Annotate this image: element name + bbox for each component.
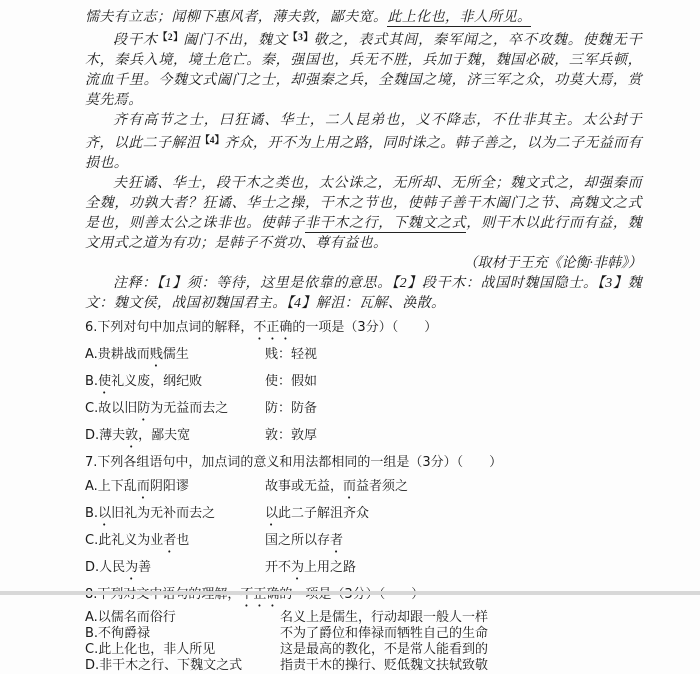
option-text: 故事或无益，	[265, 479, 344, 494]
question-6-option-a	[85, 343, 642, 370]
option-interpretation: 不为了爵位和俸禄而牺牲自己的生命	[280, 626, 489, 641]
emphasized-char: 使	[98, 374, 112, 389]
option-text: 阴阳谬	[149, 479, 189, 494]
reading-passage	[85, 8, 642, 314]
option-phrase: D.非干木之行、下魏文之式	[85, 658, 243, 673]
option-phrase	[85, 556, 265, 583]
option-phrase	[265, 529, 642, 556]
option-text: 为无益而去之	[150, 401, 229, 416]
question-7-option-d	[85, 556, 642, 583]
passage-paragraph-3	[85, 111, 642, 174]
question-8-option-d	[85, 658, 642, 674]
option-text: 儒生	[162, 347, 189, 362]
option-text: C.故以旧	[85, 401, 138, 416]
question-6-option-d	[85, 424, 642, 451]
option-phrase	[265, 502, 642, 529]
question-8-option-c	[85, 642, 642, 658]
option-text: B.	[85, 506, 99, 521]
passage-text: 段干木	[113, 33, 158, 48]
option-text: D.薄夫	[85, 428, 126, 443]
emphasized-char: 而	[136, 479, 150, 494]
question-6-option-c	[85, 397, 642, 424]
option-interpretation: 这是最高的教化，不是常人能看到的	[280, 642, 489, 657]
stem-text: 7.下列各组语句中，加点词的意义和用法都相同的一组是（3分）（ ）	[85, 455, 503, 470]
emphasized-char: 而	[343, 479, 357, 494]
emphasized-char: 为	[291, 560, 305, 575]
passage-paragraph-4	[85, 174, 642, 254]
option-phrase	[85, 424, 265, 451]
question-7	[85, 451, 642, 583]
option-text: A.贵耕战而	[85, 347, 150, 362]
stem-text: 的一项是（3分）（ ）	[292, 320, 438, 335]
stem-text: 6.下列对句中加点词的解释，	[85, 320, 254, 335]
passage-paragraph-1	[85, 8, 642, 28]
option-phrase	[265, 556, 642, 583]
option-phrase	[85, 370, 265, 397]
option-text: 此二子解沮齐众	[278, 506, 370, 521]
option-text: B.	[85, 374, 99, 389]
underlined-phrase-1: 此上化也，非人所见。	[387, 10, 532, 25]
option-phrase	[85, 529, 265, 556]
option-text: A.上下乱	[85, 479, 137, 494]
option-phrase: B.不徇爵禄	[85, 626, 151, 641]
question-8-stem	[85, 583, 642, 610]
passage-text: 齐有高节之士，曰狂谲、华士，二人昆弟也，义不降志，不仕非其主。太公封于齐，以此二子解沮	[85, 113, 642, 151]
option-phrase	[85, 502, 265, 529]
passage-paragraph-2	[85, 28, 642, 111]
option-phrase	[265, 475, 642, 502]
passage-text: 夫狂谲、华士，段干木之类也，太公诛之，无所却、无所全；魏文式之，却强秦而全魏，功孰大者？狂谲、华士之操，干木之节也，使韩子善干木阖门之节、高魏文之式是也，则善太公之诛非也。使韩子	[85, 176, 642, 231]
option-text: 上用之路	[304, 560, 357, 575]
emphasized-char: 贱	[149, 347, 163, 362]
option-phrase: C.此上化也，非人所见	[85, 642, 216, 657]
emphasized-char: 防	[137, 401, 151, 416]
question-6	[85, 316, 642, 451]
option-text: 国之所以存	[265, 533, 331, 548]
source-attribution: （取材于王充《论衡·非韩》）	[463, 256, 642, 271]
option-text: ，鄙夫宽	[138, 428, 191, 443]
emphasized-char: 为	[125, 560, 139, 575]
passage-text: 敬之，表式其闾，秦军闻之，卒不攻魏。使魏无干木，秦兵入境，境土危亡。秦，强国也，兵无不胜，兵加于魏，魏国必破，三军兵顿，流血千里。今魏文式阖门之士，却强秦之兵，全魏国之境，济三军之众，功莫大焉，赏莫先焉。	[85, 33, 642, 108]
emphasized-char: 以	[98, 506, 112, 521]
question-8	[85, 583, 642, 674]
question-7-option-b	[85, 502, 642, 529]
option-text: 开不	[265, 560, 292, 575]
question-8-option-a	[85, 610, 642, 626]
option-text: 旧礼为无补而去之	[111, 506, 216, 521]
underlined-phrase-2: 非干木之行，下魏文之式	[304, 216, 467, 231]
option-interpretation: 指责干木的操行、贬低魏文扶轼致敬	[280, 658, 489, 673]
option-text: D.人民	[85, 560, 126, 575]
option-phrase	[85, 343, 265, 370]
passage-text: 阖门不出，魏文	[183, 33, 289, 48]
footnotes: 注释：【1】须：等待，这里是依靠的意思。【2】段干木：战国时魏国隐士。【3】魏文：魏文侯，战国初魏国君主。【4】解沮：瓦解、涣散。	[85, 276, 642, 311]
option-phrase	[85, 475, 265, 502]
question-6-stem	[85, 316, 642, 343]
question-7-option-a	[85, 475, 642, 502]
passage-text: 齐众，开不为上用之路，同时诛之。韩子善之，以为二子无益而有损也。	[85, 136, 642, 171]
question-8-option-b	[85, 626, 642, 642]
option-gloss: 贱：轻视	[265, 347, 318, 362]
option-text: 益者须之	[356, 479, 409, 494]
option-gloss: 使：假如	[265, 374, 318, 389]
question-7-stem	[85, 451, 642, 475]
passage-text: ，则干木以此行而有益，魏文用式之道为有功；是韩子不赏功、尊有益也。	[85, 216, 642, 251]
note-ref-2: 【2】	[157, 33, 184, 43]
passage-text: 懦夫有立志；闻柳下惠风者，薄夫敦，鄙夫宽。	[85, 10, 388, 25]
questions-section	[85, 316, 642, 674]
option-phrase: A.以儒名而俗行	[85, 610, 176, 625]
note-ref-3: 【3】	[288, 33, 314, 43]
option-gloss: 防：防备	[265, 401, 318, 416]
question-6-option-b	[85, 370, 642, 397]
emphasized-char: 敦	[125, 428, 139, 443]
option-phrase	[85, 397, 265, 424]
option-text: 礼义废，纲纪败	[111, 374, 203, 389]
option-text: 善	[138, 560, 152, 575]
option-gloss: 敦：敦厚	[265, 428, 318, 443]
option-text: C.此礼义为业	[85, 533, 164, 548]
option-interpretation: 名义上是儒生，行动却跟一般人一样	[280, 610, 489, 625]
emphasized-char: 以	[265, 506, 279, 521]
emphasized-char: 者	[163, 533, 177, 548]
emphasized-text: 不正确	[253, 320, 293, 335]
emphasized-char: 者	[330, 533, 344, 548]
question-7-option-c	[85, 529, 642, 556]
option-text: 也	[176, 533, 190, 548]
screenshot-bottom-edge	[0, 591, 700, 595]
note-ref-4: 【4】	[200, 136, 225, 146]
